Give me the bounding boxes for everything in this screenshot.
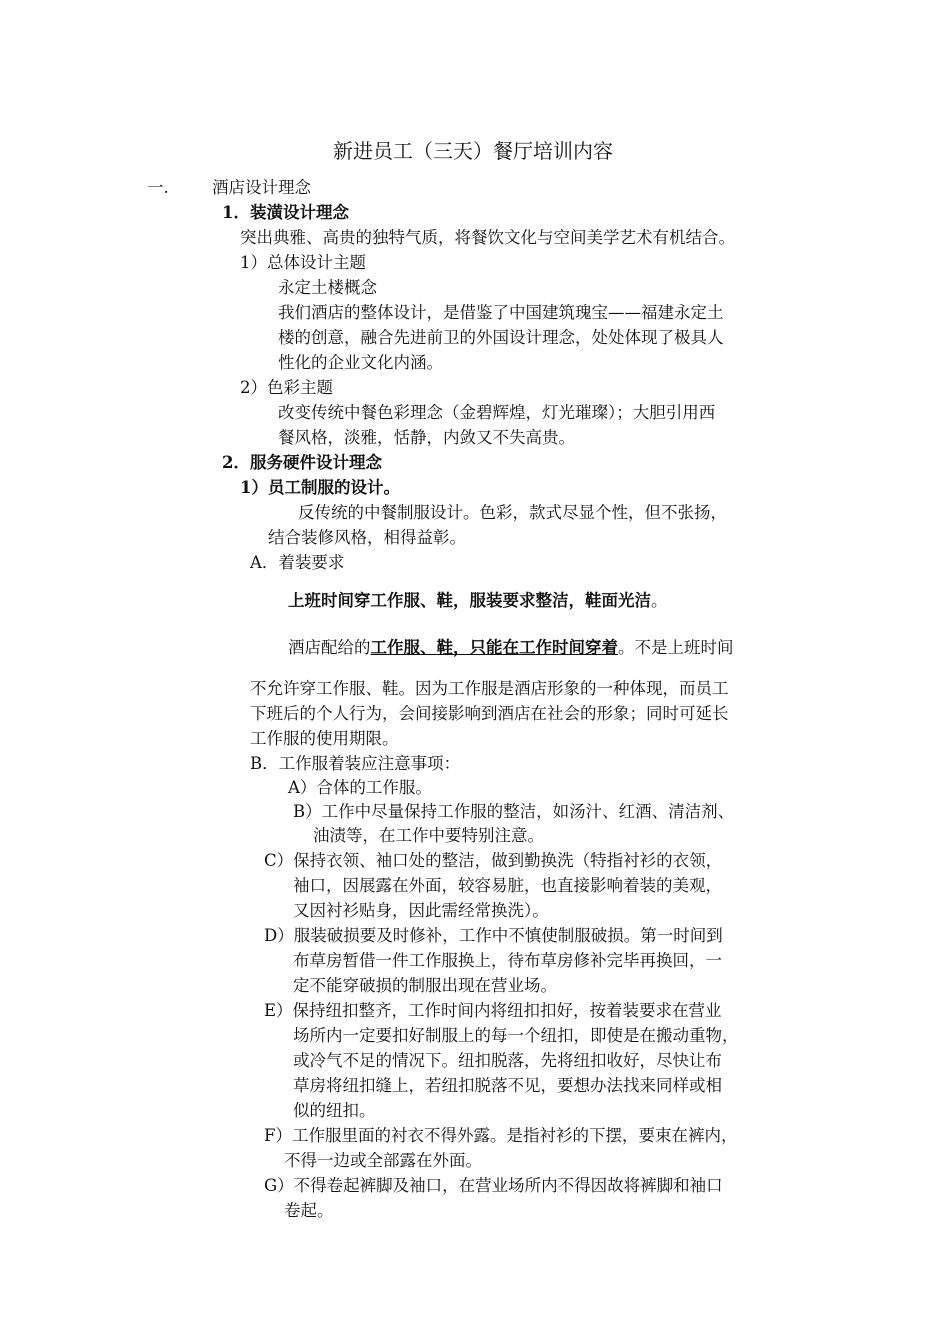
- uniform-design-text: 结合装修风格，相得益彰。: [268, 528, 466, 547]
- note-a: A）合体的工作服。: [288, 778, 432, 797]
- section-label: 酒店设计理念: [212, 178, 311, 197]
- policy-text: 酒店配给的: [288, 638, 371, 657]
- note-e: 草房将纽扣缝上，若纽扣脱落不见，要想办法找来同样或相: [293, 1076, 722, 1095]
- uniform-policy-cont: 下班后的个人行为，会间接影响到酒店在社会的形象；同时可延长: [250, 704, 729, 723]
- note-e: 或冷气不足的情况下。纽扣脱落，先将纽扣收好，尽快让布: [293, 1051, 722, 1070]
- note-g: 卷起。: [284, 1201, 334, 1220]
- color-theme-text: 餐风格，淡雅，恬静，内敛又不失高贵。: [278, 428, 575, 447]
- overall-theme-text: 我们酒店的整体设计，是借鉴了中国建筑瑰宝——福建永定土: [278, 303, 724, 322]
- heading-service-hardware: 2．服务硬件设计理念: [222, 453, 382, 472]
- note-b: 油渍等，在工作中要特别注意。: [313, 826, 544, 845]
- note-d: 布草房暂借一件工作服换上，待布草房修补完毕再换回，一: [293, 951, 722, 970]
- policy-emphasis: 工作服、鞋，只能在工作时间穿着: [370, 638, 618, 657]
- note-e: E）保持纽扣整齐，工作时间内将纽扣扣好，按着装要求在营业: [264, 1001, 722, 1020]
- note-c: 又因衬衫贴身，因此需经常换洗）。: [293, 901, 549, 920]
- uniform-design-text: 反传统的中餐制服设计。色彩，款式尽显个性，但不张扬，: [298, 503, 727, 522]
- note-d: D）服装破损要及时修补，工作中不慎使制服破损。第一时间到: [264, 926, 723, 945]
- note-c: 袖口，因展露在外面，较容易脏，也直接影响着装的美观，: [293, 876, 722, 895]
- dress-requirements-title: A．着装要求: [250, 553, 345, 572]
- heading-decoration-design: 1．装潢设计理念: [222, 203, 349, 222]
- policy-text: 。不是上班时间: [618, 638, 734, 657]
- note-e: 似的纽扣。: [293, 1101, 376, 1120]
- color-theme-text: 改变传统中餐色彩理念（金碧辉煌，灯光璀璨）；大胆引用西: [278, 403, 716, 422]
- subheading-overall-theme: 1）总体设计主题: [240, 253, 366, 272]
- note-f: 不得一边或全部露在外面。: [284, 1151, 482, 1170]
- subheading-color-theme: 2）色彩主题: [240, 378, 333, 397]
- uniform-policy-cont: 工作服的使用期限。: [250, 729, 399, 748]
- subheading-uniform-design: 1）员工制服的设计。: [240, 478, 400, 497]
- overall-theme-name: 永定土楼概念: [278, 278, 377, 297]
- page-title: 新进员工（三天）餐厅培训内容: [333, 139, 613, 163]
- overall-theme-text: 楼的创意，融合先进前卫的外国设计理念，处处体现了极具人: [278, 328, 724, 347]
- section-number: 一.: [147, 178, 169, 197]
- uniform-policy-cont: 不允许穿工作服、鞋。因为工作服是酒店形象的一种体现，而员工: [250, 679, 729, 698]
- note-c: C）保持衣领、袖口处的整洁，做到勤换洗（特指衬衫的衣领，: [264, 851, 723, 870]
- uniform-policy-line: [288, 636, 734, 660]
- dress-requirements-rule: [288, 589, 668, 613]
- note-f: F）工作服里面的衬衣不得外露。是指衬衫的下摆，要束在裤内，: [264, 1126, 738, 1145]
- rule-end-punct: 。: [651, 591, 668, 610]
- rule-bold-text: 上班时间穿工作服、鞋，服装要求整洁，鞋面光洁: [288, 591, 651, 610]
- note-e: 场所内一定要扣好制服上的每一个纽扣，即使是在搬动重物，: [293, 1026, 739, 1045]
- decoration-intro: 突出典雅、高贵的独特气质，将餐饮文化与空间美学艺术有机结合。: [240, 228, 735, 247]
- overall-theme-text: 性化的企业文化内涵。: [278, 353, 443, 372]
- note-g: G）不得卷起裤脚及袖口，在营业场所内不得因故将裤脚和袖口: [264, 1176, 723, 1195]
- note-d: 定不能穿破损的制服出现在营业场。: [293, 976, 557, 995]
- note-b: B）工作中尽量保持工作服的整洁，如汤汁、红酒、清洁剂、: [293, 802, 735, 821]
- uniform-notes-title: B．工作服着装应注意事项：: [250, 754, 461, 773]
